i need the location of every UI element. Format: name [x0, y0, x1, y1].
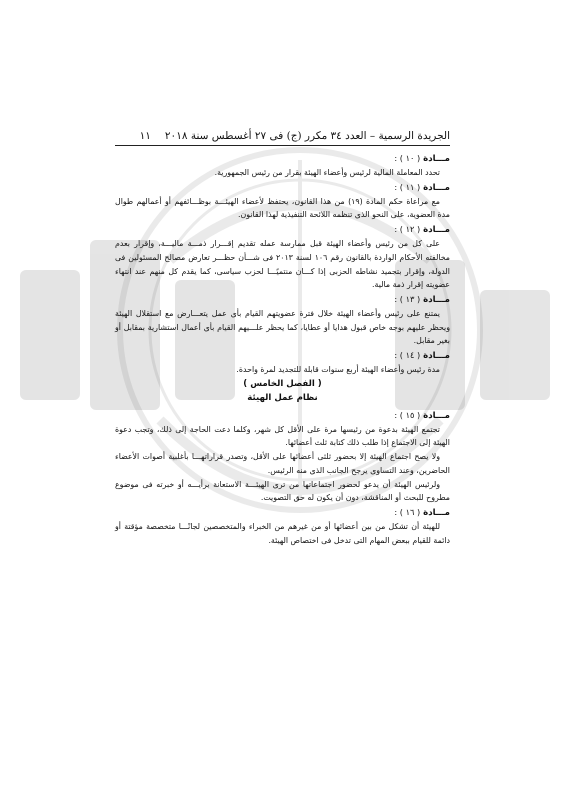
article-label: مـــادة [423, 154, 450, 164]
article-label: مـــادة [423, 225, 450, 236]
article-number: ( ١٠ ) : [394, 153, 421, 163]
header-title: الجريدة الرسمية – العدد ٣٤ مكرر (ج) فى ٢٧ أغسطس سنة ٢٠١٨ [164, 130, 450, 142]
article-number: ( ١٢ ) : [394, 224, 421, 235]
article-heading [115, 292, 450, 307]
article-paragraph: يمتنع على رئيس وأعضاء الهيئة خلال فترة عضويتهم القيام بأى عمل يتعـــارض مع استقلال الهيئة ويحظر عليهم بوجه خاص قبول هدايا أو عطايا، كما يحظر علـــيهم القيام بأى أعمال استشارية بمقابل أو بغير مقابل. [115, 308, 450, 346]
article-number: ( ١٦ ) : [394, 506, 421, 517]
article-heading [115, 222, 450, 237]
article-paragraph: مدة رئيس وأعضاء الهيئة أربع سنوات قابلة للتجديد لمرة واحدة. [236, 365, 440, 375]
article-paragraph: مع مراعاة حكم المادة (١٩) من هذا القانون، يحتفظ لأعضاء الهيئـــة بوظـــائفهم أو أعمالهم طوال مدة العضوية، على النحو الذى تنظمه اللائحة التنفيذية لهذا القانون. [115, 196, 450, 220]
article-heading [115, 348, 450, 363]
article-heading [115, 505, 450, 520]
article-paragraph: تجتمع الهيئة بدعوة من رئيسها مرة على الأقل كل شهر، وكلما دعت الحاجة إلى ذلك، وتجب دعوة الهيئة إلى الاجتماع إذا طلب ذلك كتابة ثلث أعضائها. [115, 424, 450, 448]
article-label: مـــادة [423, 294, 450, 305]
article-paragraph: ولرئيس الهيئة أن يدعو لحضور اجتماعاتها من ترى الهيئـــة الاستعانة برأيـــه أو خبرته فى موضوع مطروح للبحث أو المناقشة، دون أن يكون له حق التصويت. [115, 479, 450, 503]
article-number: ( ١١ ) : [394, 181, 421, 192]
article-paragraph: للهيئة أن تشكل من بين أعضائها أو من غيرهم من الخبراء والمتخصصين لجانًـــا متخصصة مؤقتة أو دائمة للقيام ببعض المهام التى تدخل فى اختصاص الهيئة. [115, 521, 450, 545]
document-page [115, 130, 450, 547]
article-heading [115, 180, 450, 195]
article-number: ( ١٤ ) : [394, 350, 421, 361]
article-label: مـــادة [423, 182, 450, 193]
articles-part-1 [115, 151, 450, 377]
article-label: مـــادة [423, 351, 450, 362]
article-number: ( ١٣ ) : [394, 293, 421, 304]
article-paragraph: ولا يصح اجتماع الهيئة إلا بحضور ثلثى أعضائها على الأقل، وتصدر قراراتهـــا بأغلبية أصوات الأعضاء الحاضرين، وعند التساوى يرجح الجانب الذى منه الرئيس. [115, 452, 450, 475]
articles-part-2 [115, 408, 450, 548]
article-heading [115, 151, 450, 166]
article-label: مـــادة [423, 410, 450, 421]
article-paragraph: على كل من رئيس وأعضاء الهيئة قبل ممارسة عمله تقديم إقـــرار ذمـــة ماليـــة، وإقرار بعدم مخالفته الأحكام الواردة بالقانون رقم ١٠٦ لسنة ٢٠١٣ فى شـــأن حظـــر تعارض مصالح المسئولين فى الدولة، وإقرار بتجميد نشاطه الحزبى إذا كـــان منتميًـــا لحزب سياسى، كما يقدم كل منهم عند انتهاء عضويته إقرار ذمة مالية. [115, 239, 450, 290]
article-number: ( ١٥ ) : [394, 409, 421, 420]
article-heading [115, 408, 450, 423]
gazette-header [115, 130, 450, 146]
chapter-subtitle: نظام عمل الهيئة [247, 392, 318, 403]
chapter-title: ( الفصل الخامس ) [243, 378, 322, 389]
article-paragraph: تحدد المعاملة المالية لرئيس وأعضاء الهيئة بقرار من رئيس الجمهورية. [214, 168, 440, 177]
page-number: ١١ [139, 130, 151, 142]
article-label: مـــادة [423, 507, 450, 518]
